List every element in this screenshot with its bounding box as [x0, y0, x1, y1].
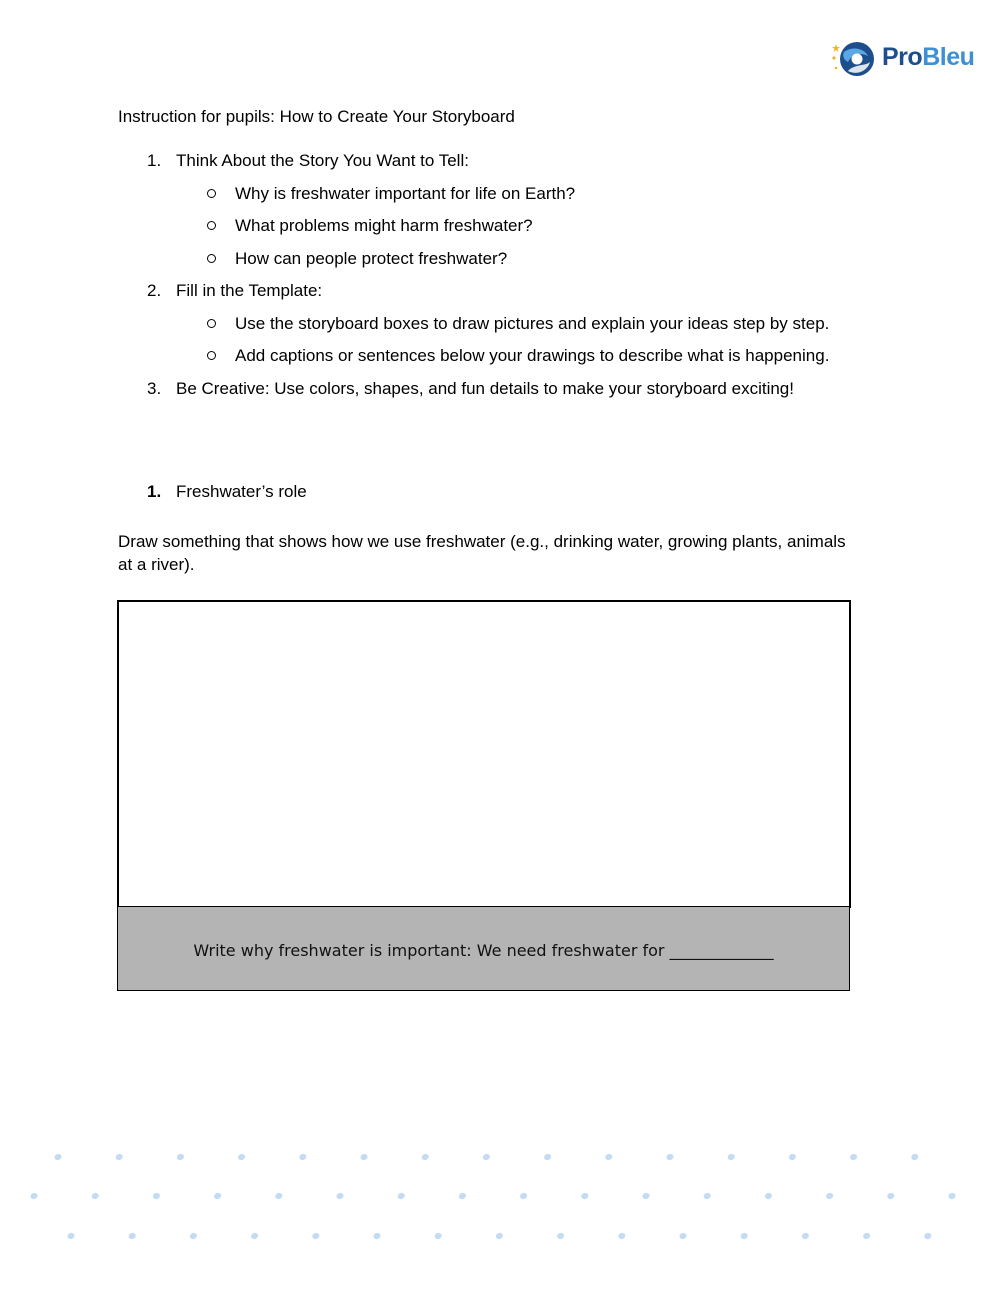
droplet-icon	[189, 1232, 198, 1240]
sub-item	[118, 183, 918, 216]
step-item	[118, 280, 918, 313]
bullet-icon	[207, 221, 216, 230]
droplet-icon	[703, 1192, 712, 1200]
droplet-icon	[679, 1232, 688, 1240]
droplet-icon	[886, 1192, 895, 1200]
droplet-icon	[360, 1153, 369, 1161]
droplet-icon	[495, 1232, 504, 1240]
sub-item-text: Add captions or sentences below your drawings to describe what is happening.	[235, 346, 830, 365]
droplet-icon	[801, 1232, 810, 1240]
droplet-icon	[580, 1192, 589, 1200]
step-text: Fill in the Template:	[176, 281, 323, 300]
droplet-icon	[434, 1232, 443, 1240]
droplet-icon	[250, 1232, 259, 1240]
droplet-icon	[948, 1192, 957, 1200]
droplet-icon	[67, 1232, 76, 1240]
caption-box[interactable]	[117, 906, 850, 991]
droplet-icon	[397, 1192, 406, 1200]
droplet-icon	[213, 1192, 222, 1200]
step-number: 1.	[147, 151, 162, 170]
probleu-logo	[830, 38, 980, 82]
droplet-icon	[740, 1232, 749, 1240]
sub-item-text: What problems might harm freshwater?	[235, 216, 533, 235]
bullet-icon	[207, 351, 216, 360]
droplet-icon	[862, 1232, 871, 1240]
droplet-icon	[910, 1153, 919, 1161]
bullet-icon	[207, 319, 216, 328]
section-title-text: Freshwater’s role	[176, 482, 307, 501]
step-item	[118, 150, 918, 183]
section-title	[147, 481, 307, 503]
sub-item-text: Why is freshwater important for life on Earth?	[235, 183, 576, 203]
droplet-icon	[519, 1192, 528, 1200]
droplet-icon	[642, 1192, 651, 1200]
sub-item-text: Use the storyboard boxes to draw pictures and explain your ideas step by step.	[235, 313, 830, 333]
instructions-heading: Instruction for pupils: How to Create Your Storyboard	[118, 107, 515, 126]
droplet-icon	[373, 1232, 382, 1240]
drawing-prompt: Draw something that shows how we use freshwater (e.g., drinking water, growing plants, animals at a river).	[118, 532, 846, 574]
logo-mark-icon	[830, 38, 878, 82]
sub-item	[118, 345, 918, 378]
droplet-icon	[764, 1192, 773, 1200]
droplet-icon	[115, 1153, 124, 1161]
droplet-icon	[421, 1153, 430, 1161]
droplet-icon	[30, 1192, 39, 1200]
sub-item	[118, 248, 918, 281]
droplet-icon	[336, 1192, 345, 1200]
droplet-icon	[176, 1153, 185, 1161]
droplet-icon	[604, 1153, 613, 1161]
droplet-icon	[556, 1232, 565, 1240]
droplet-icon	[543, 1153, 552, 1161]
droplet-icon	[274, 1192, 283, 1200]
droplet-icon	[91, 1192, 100, 1200]
droplet-icon	[311, 1232, 320, 1240]
droplet-icon	[617, 1232, 626, 1240]
droplet-icon	[923, 1232, 932, 1240]
droplet-icon	[458, 1192, 467, 1200]
brand-name	[882, 43, 974, 72]
step-text: Think About the Story You Want to Tell:	[176, 151, 469, 170]
step-number: 2.	[147, 281, 162, 300]
droplet-icon	[128, 1232, 137, 1240]
droplet-icon	[825, 1192, 834, 1200]
drawing-area[interactable]	[117, 600, 851, 908]
brand-name-pro: Pro	[882, 43, 923, 71]
droplet-icon	[727, 1153, 736, 1161]
step-text: Be Creative: Use colors, shapes, and fun details to make your storyboard exciting!	[176, 378, 794, 398]
sub-item	[118, 215, 918, 248]
droplet-icon	[298, 1153, 307, 1161]
bullet-icon	[207, 189, 216, 198]
sub-item	[118, 313, 918, 346]
droplet-icon	[152, 1192, 161, 1200]
droplet-icon	[482, 1153, 491, 1161]
droplet-icon	[849, 1153, 858, 1161]
droplet-icon	[788, 1153, 797, 1161]
decorative-dots	[0, 1130, 1000, 1260]
droplet-icon	[666, 1153, 675, 1161]
caption-text: Write why freshwater is important: We need freshwater for _____________	[193, 940, 774, 960]
brand-name-bleu: Bleu	[922, 43, 975, 71]
droplet-icon	[54, 1153, 63, 1161]
step-number: 3.	[147, 378, 162, 398]
droplet-icon	[237, 1153, 246, 1161]
sub-item-text: How can people protect freshwater?	[235, 248, 508, 268]
section-number: 1.	[147, 482, 162, 501]
instructions-list	[118, 150, 918, 410]
step-item	[118, 378, 918, 411]
bullet-icon	[207, 254, 216, 263]
